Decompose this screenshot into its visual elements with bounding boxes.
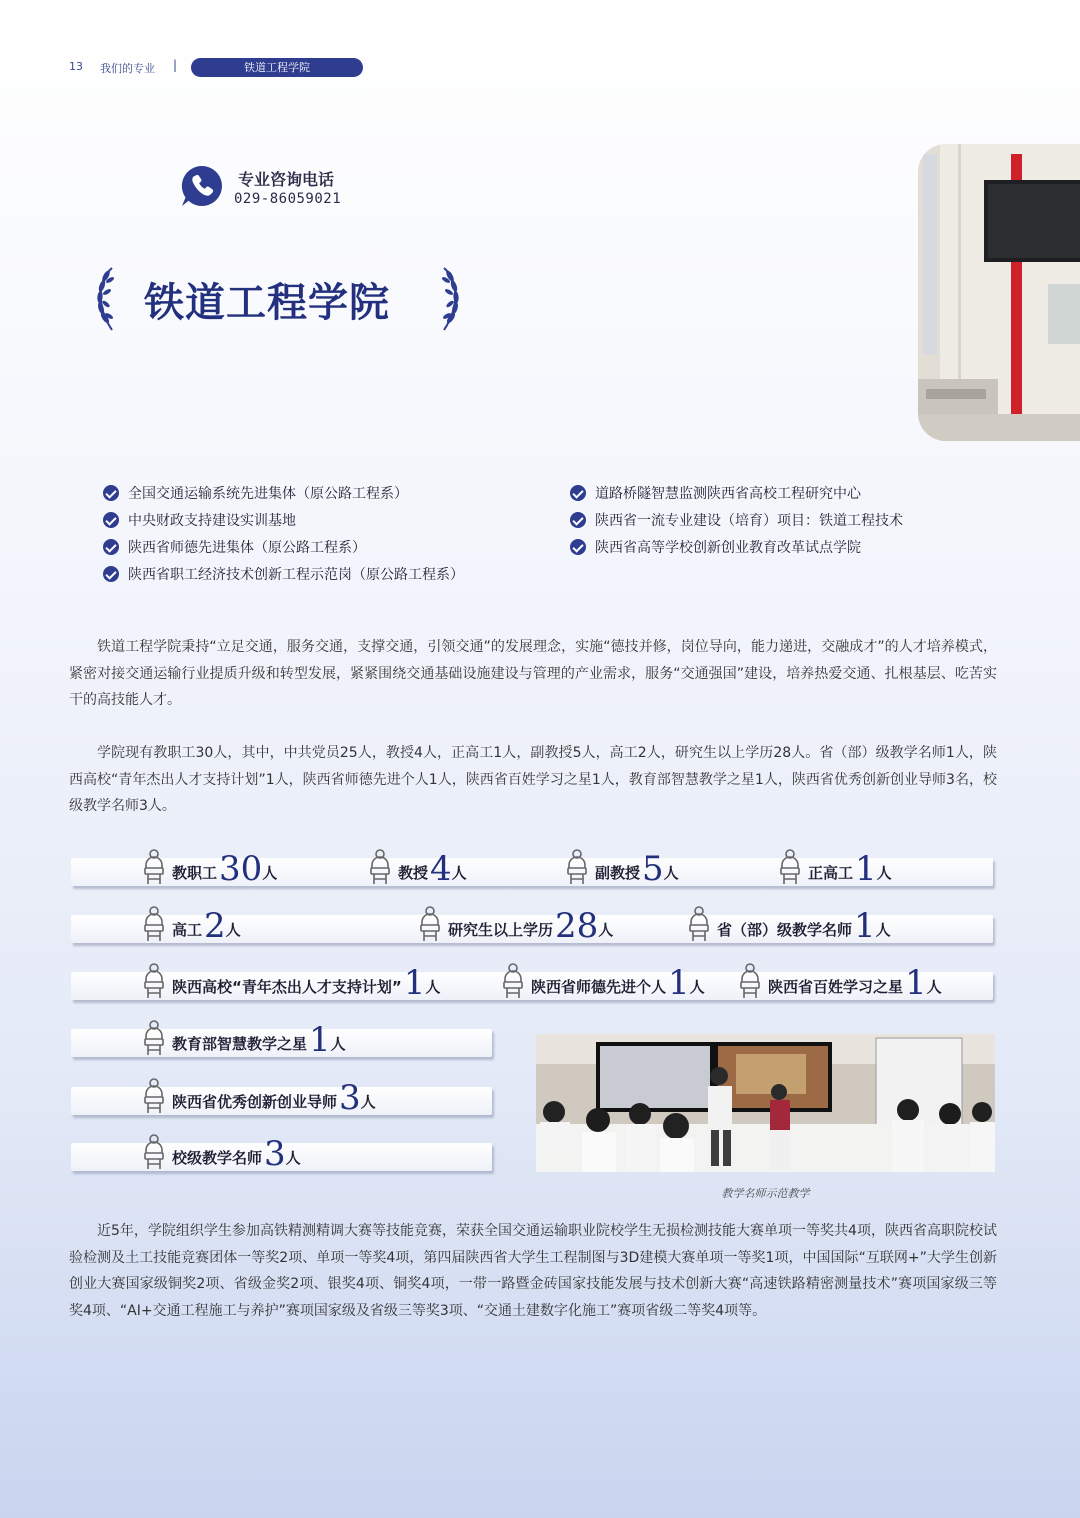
check-icon	[570, 485, 586, 501]
stat-school-teacher: 校级教学名师 3 人	[143, 1133, 301, 1171]
person-icon	[143, 905, 165, 943]
laurel-left-icon	[90, 266, 120, 332]
honor-item: 道路桥隧智慧监测陕西省高校工程研究中心	[570, 483, 861, 503]
check-icon	[103, 512, 119, 528]
honor-item: 陕西省师德先进集体（原公路工程系）	[103, 537, 366, 557]
stat-senior-engineer-full: 正高工 1 人	[779, 848, 892, 886]
honor-item: 陕西省高等学校创新创业教育改革试点学院	[570, 537, 861, 557]
awards-paragraph: 近5年，学院组织学生参加高铁精测精调大赛等技能竞赛，荣获全国交通运输职业院校学生无损检测技能大赛单项一等奖共4项，陕西省高职院校试验检测及土工技能竞赛团体一等奖2项、单项一等奖4项，第四届陕西省大学生工程制图与3D建模大赛单项一等奖1项，中国国际“互联网+”大学生创新创业大赛国家级铜奖2项、省级金奖2项、银奖4项、铜奖4项，一带一路暨金砖国家技能发展与技术创新大赛“高速铁路精密测量技术”赛项国家级三等奖4项、“AI+交通工程施工与养护”赛项国家级及省级三等奖3项、“交通土建数字化施工”赛项省级二等奖4项等。	[69, 1223, 997, 1319]
honor-item: 全国交通运输系统先进集体（原公路工程系）	[103, 483, 408, 503]
person-icon	[502, 962, 524, 1000]
page-title: 铁道工程学院	[144, 280, 390, 326]
stat-associate-professor: 副教授 5 人	[566, 848, 679, 886]
stat-provincial-teacher: 省（部）级教学名师 1 人	[688, 905, 891, 943]
person-icon	[566, 848, 588, 886]
header-separator: |	[173, 58, 178, 72]
person-icon	[688, 905, 710, 943]
stat-professor: 教授 4 人	[369, 848, 467, 886]
check-icon	[103, 539, 119, 555]
staff-paragraph: 学院现有教职工30人，其中，中共党员25人，教授4人，正高工1人，副教授5人，高工2人，研究生以上学历28人。省（部）级教学名师1人，陕西高校“青年杰出人才支持计划”1人，陕西省师德先进个人1人，陕西省百姓学习之星1人，教育部智慧教学之星1人，陕西省优秀创新创业导师3名，校级教学名师3人。	[69, 745, 997, 814]
person-icon	[779, 848, 801, 886]
person-icon	[143, 1077, 165, 1115]
check-icon	[103, 566, 119, 582]
honor-item: 陕西省一流专业建设（培育）项目：铁道工程技术	[570, 510, 903, 530]
intro-paragraph: 铁道工程学院秉持“立足交通，服务交通，支撑交通，引领交通”的发展理念，实施“德技并修，岗位导向，能力递进，交融成才”的人才培养模式，紧密对接交通运输行业提质升级和转型发展，紧紧围绕交通基础设施建设与管理的产业需求，服务“交通强国”建设，培养热爱交通、扎根基层、吃苦实干的高技能人才。	[69, 639, 997, 708]
page-number: 13	[69, 60, 83, 73]
photo-caption: 教学名师示范教学	[721, 1187, 810, 1200]
stat-innovation-mentor: 陕西省优秀创新创业导师 3 人	[143, 1077, 376, 1115]
person-icon	[739, 962, 761, 1000]
stat-faculty: 教职工 30 人	[143, 848, 277, 886]
stat-senior-engineer: 高工 2 人	[143, 905, 241, 943]
person-icon	[143, 962, 165, 1000]
person-icon	[419, 905, 441, 943]
check-icon	[570, 539, 586, 555]
stat-youth-talent: 陕西高校“青年杰出人才支持计划” 1 人	[143, 962, 440, 1000]
person-icon	[143, 1019, 165, 1057]
phone-icon	[180, 164, 224, 208]
honor-item: 陕西省职工经济技术创新工程示范岗（原公路工程系）	[103, 564, 464, 584]
section-name: 我们的专业	[100, 62, 155, 75]
classroom-photo	[536, 1034, 995, 1172]
person-icon	[143, 848, 165, 886]
college-pill: 铁道工程学院	[191, 58, 363, 77]
laurel-right-icon	[436, 266, 466, 332]
person-icon	[369, 848, 391, 886]
stat-learning-star: 陕西省百姓学习之星 1 人	[739, 962, 942, 1000]
check-icon	[103, 485, 119, 501]
stat-postgraduate: 研究生以上学历 28 人	[419, 905, 613, 943]
check-icon	[570, 512, 586, 528]
hotline-label: 专业咨询电话	[238, 170, 335, 189]
honor-item: 中央财政支持建设实训基地	[103, 510, 296, 530]
stat-ethics-individual: 陕西省师德先进个人 1 人	[502, 962, 705, 1000]
person-icon	[143, 1133, 165, 1171]
stat-smart-teaching-star: 教育部智慧教学之星 1 人	[143, 1019, 346, 1057]
corridor-photo	[918, 144, 1080, 441]
hotline-number: 029-86059021	[234, 191, 342, 207]
